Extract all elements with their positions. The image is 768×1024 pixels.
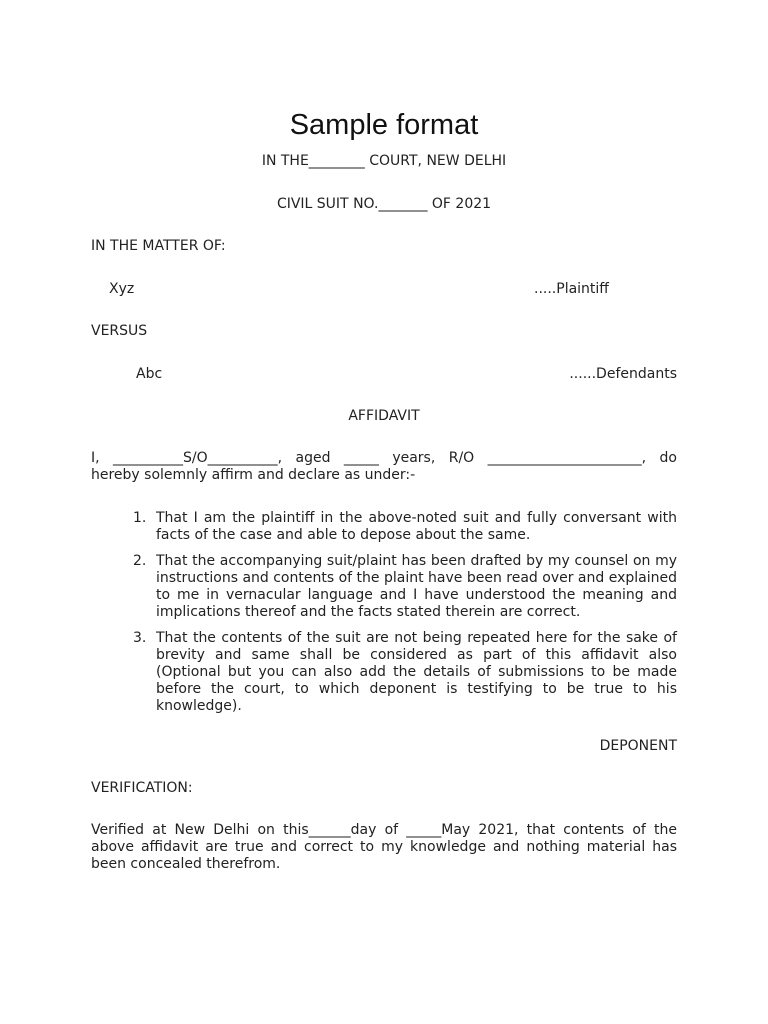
versus-label: VERSUS xyxy=(91,323,148,339)
plaintiff-label: .....Plaintiff xyxy=(534,281,609,297)
list-item-text: That the contents of the suit are not being repeated here for the sake of brevity and same shall be considered as part of this affidavit also (Optional but you can also add the details of submissions to be made before the court, to which deponent is testifying to be true to his knowledge). xyxy=(156,630,677,714)
intro-word: aged xyxy=(295,450,331,466)
list-item-text: That the accompanying suit/plaint has been drafted by my counsel on my instructions and contents of the plaint have been read over and explained to me in vernacular language and I have understood the meaning and implications thereof and the facts stated therein are correct. xyxy=(156,553,677,620)
list-item xyxy=(133,630,677,715)
verification-text: Verified at New Delhi on this______day of _____May 2021, that contents of the above affidavit are true and correct to my knowledge and nothing material has been concealed therefrom. xyxy=(91,822,677,872)
intro-second-line: hereby solemnly affirm and declare as under:- xyxy=(91,467,416,483)
affidavit-intro xyxy=(91,450,677,484)
list-item-number: 2. xyxy=(133,553,147,569)
intro-word: R/O xyxy=(448,450,475,466)
matter-of-heading: IN THE MATTER OF: xyxy=(91,238,226,254)
affidavit-heading: AFFIDAVIT xyxy=(348,408,420,424)
suit-number-line: CIVIL SUIT NO._______ OF 2021 xyxy=(276,196,492,212)
intro-word: do xyxy=(659,450,677,466)
list-item-text: That I am the plaintiff in the above-noted suit and fully conversant with facts of the case and able to depose about the same. xyxy=(156,510,677,543)
list-item xyxy=(133,553,677,621)
intro-word: _____ xyxy=(343,450,379,466)
declaration-list xyxy=(133,510,677,724)
list-item-number: 3. xyxy=(133,630,147,646)
intro-first-line xyxy=(91,450,677,467)
defendant-name: Abc xyxy=(136,366,163,382)
defendant-label: ......Defendants xyxy=(569,366,677,382)
court-line: IN THE________ COURT, NEW DELHI xyxy=(261,153,507,169)
list-item-number: 1. xyxy=(133,510,147,526)
verification-heading: VERIFICATION: xyxy=(91,780,193,796)
intro-word: years, xyxy=(392,450,436,466)
plaintiff-name: Xyz xyxy=(109,281,135,297)
intro-word: __________S/O__________, xyxy=(113,450,283,466)
list-item xyxy=(133,510,677,544)
intro-word: I, xyxy=(91,450,100,466)
intro-word: ______________________, xyxy=(487,450,647,466)
deponent-label: DEPONENT xyxy=(599,738,677,754)
document-title: Sample format xyxy=(289,109,479,141)
